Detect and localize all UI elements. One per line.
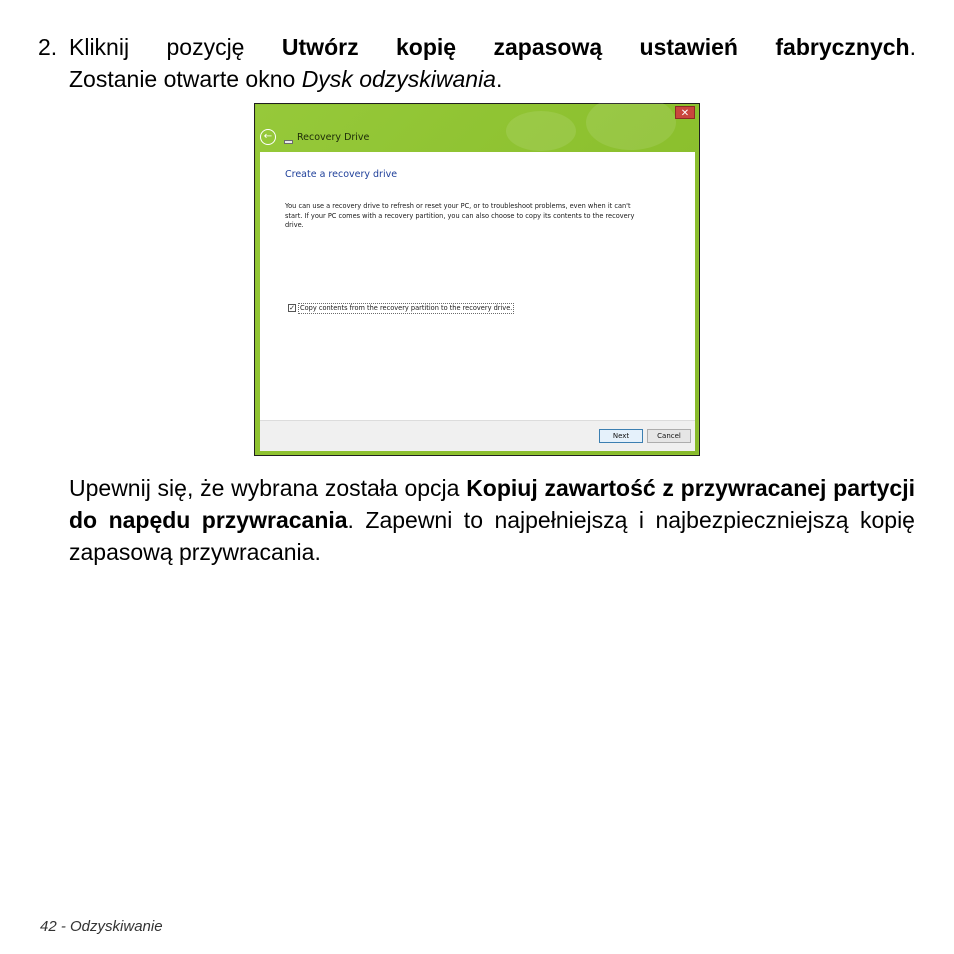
paragraph-option-bold: Kopiuj zawartość z przywracanej partycji do napędu przywracania	[69, 475, 915, 533]
drive-icon	[284, 140, 293, 144]
step-line-1-suffix: .	[909, 34, 916, 60]
background-decoration	[506, 111, 576, 151]
background-decoration	[586, 95, 676, 150]
copy-partition-label[interactable]: Copy contents from the recovery partition to the recovery drive.	[300, 304, 513, 312]
copy-partition-checkbox[interactable]: ✓	[289, 304, 295, 312]
close-button[interactable]: ✕	[675, 106, 695, 119]
window-name-italic: Dysk odzyskiwania	[301, 66, 496, 92]
window-title: Recovery Drive	[297, 132, 370, 143]
window-frame	[256, 105, 698, 454]
option-name-bold: Utwórz kopię zapasową ustawień fabrycznych	[281, 34, 910, 60]
next-button[interactable]: Next	[599, 429, 643, 443]
step-line-2-suffix: .	[495, 66, 503, 92]
paragraph-prefix: Upewnij się, że wybrana została opcja	[69, 475, 467, 501]
wizard-heading: Create a recovery drive	[285, 169, 398, 180]
step-number: 2.	[38, 34, 58, 60]
instruction-paragraph	[69, 472, 915, 568]
page-footer: 42 - Odzyskiwanie	[40, 918, 163, 935]
back-arrow-icon[interactable]: ←	[260, 129, 276, 145]
paragraph-suffix: . Zapewni to najpełniejszą i najbezpieczniejszą kopię zapasową przywracania.	[69, 507, 915, 565]
step-2	[38, 31, 916, 95]
step-text	[69, 31, 916, 95]
step-line-2-prefix: Zostanie otwarte okno	[69, 66, 302, 92]
step-line-1	[69, 31, 916, 63]
cancel-button[interactable]: Cancel	[647, 429, 691, 443]
window-content	[260, 152, 695, 451]
wizard-description: You can use a recovery drive to refresh or reset your PC, or to troubleshoot problems, even when it can't start. If your PC comes with a recovery partition, you can also choose to copy its contents to the recovery drive.	[285, 202, 635, 230]
step-line-1-prefix: Kliknij pozycję	[69, 34, 282, 60]
recovery-drive-screenshot	[254, 103, 700, 456]
wizard-footer	[260, 420, 695, 451]
